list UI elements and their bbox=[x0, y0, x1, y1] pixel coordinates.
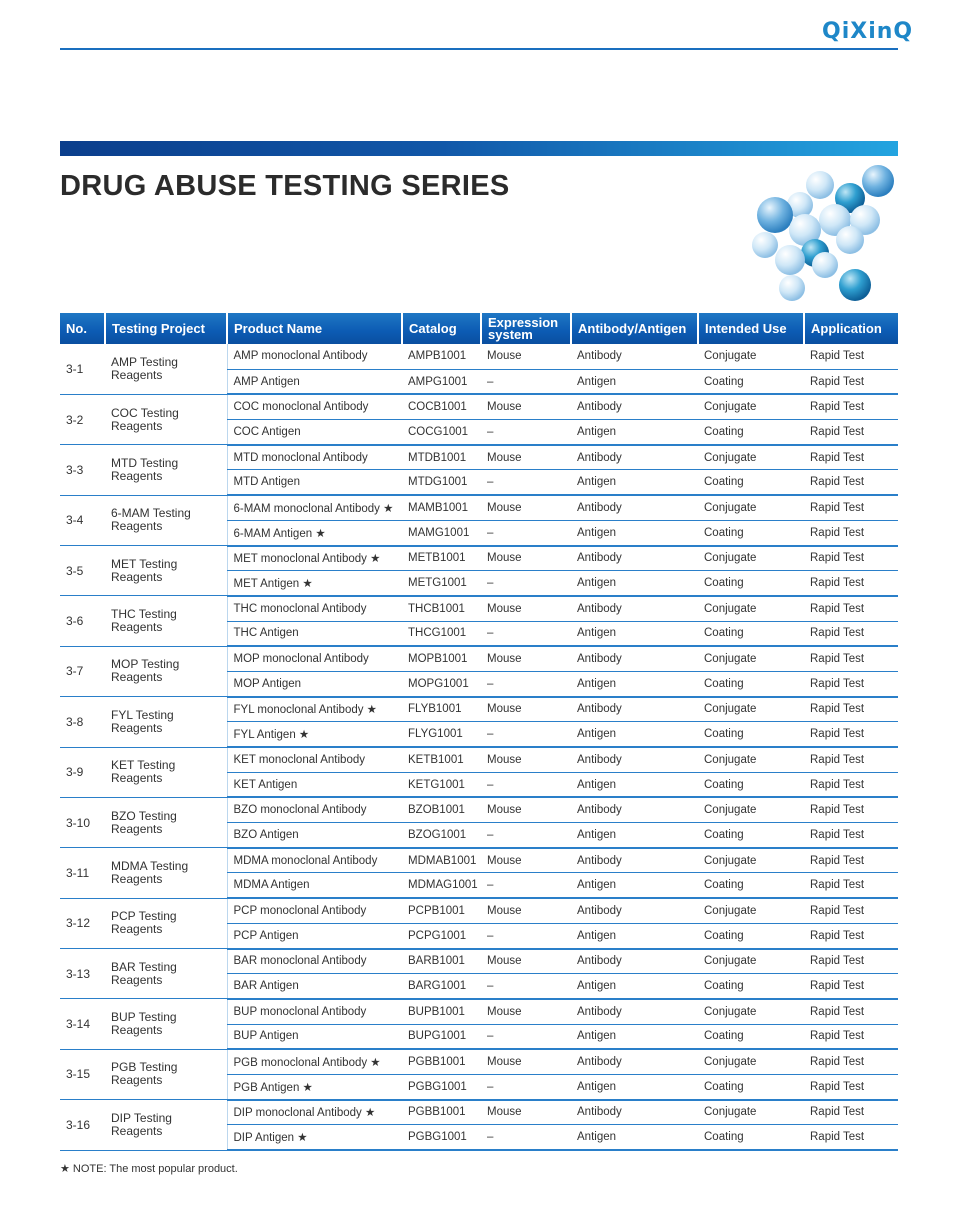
expression-cell: – bbox=[481, 1125, 571, 1150]
application-cell: Rapid Test bbox=[804, 949, 898, 974]
testing-project-cell: BAR Testing Reagents bbox=[105, 949, 227, 999]
intended-use-cell: Conjugate bbox=[698, 949, 804, 974]
application-cell: Rapid Test bbox=[804, 898, 898, 923]
catalog-cell: MAMB1001 bbox=[402, 495, 481, 520]
application-cell: Rapid Test bbox=[804, 873, 898, 898]
intended-use-cell: Coating bbox=[698, 1024, 804, 1049]
expression-cell: Mouse bbox=[481, 646, 571, 671]
antibody-antigen-cell: Antibody bbox=[571, 495, 698, 520]
product-name-cell: MET Antigen ★ bbox=[227, 571, 402, 596]
expression-cell: – bbox=[481, 722, 571, 747]
catalog-cell: MOPG1001 bbox=[402, 671, 481, 696]
expression-cell: Mouse bbox=[481, 546, 571, 571]
catalog-cell: MDMAG1001 bbox=[402, 873, 481, 898]
antibody-antigen-cell: Antigen bbox=[571, 571, 698, 596]
application-cell: Rapid Test bbox=[804, 1024, 898, 1049]
row-number-cell: 3-10 bbox=[60, 797, 105, 847]
testing-project-cell: MDMA Testing Reagents bbox=[105, 848, 227, 898]
catalog-cell: PGBB1001 bbox=[402, 1049, 481, 1074]
intended-use-cell: Coating bbox=[698, 974, 804, 999]
application-cell: Rapid Test bbox=[804, 445, 898, 470]
row-number-cell: 3-13 bbox=[60, 949, 105, 999]
catalog-cell: PGBG1001 bbox=[402, 1125, 481, 1150]
expression-cell: Mouse bbox=[481, 445, 571, 470]
expression-cell: – bbox=[481, 470, 571, 495]
header-rule bbox=[60, 48, 898, 50]
intended-use-cell: Coating bbox=[698, 420, 804, 445]
row-number-cell: 3-2 bbox=[60, 394, 105, 444]
header-catalog: Catalog bbox=[402, 313, 481, 344]
antibody-antigen-cell: Antigen bbox=[571, 420, 698, 445]
product-name-cell: THC monoclonal Antibody bbox=[227, 596, 402, 621]
expression-cell: – bbox=[481, 571, 571, 596]
application-cell: Rapid Test bbox=[804, 646, 898, 671]
product-name-cell: 6-MAM monoclonal Antibody ★ bbox=[227, 495, 402, 520]
expression-cell: – bbox=[481, 823, 571, 848]
catalog-cell: PGBG1001 bbox=[402, 1074, 481, 1099]
intended-use-cell: Coating bbox=[698, 1074, 804, 1099]
application-cell: Rapid Test bbox=[804, 470, 898, 495]
table-row bbox=[60, 797, 898, 822]
header-antibody-antigen: Antibody/Antigen bbox=[571, 313, 698, 344]
intended-use-cell: Conjugate bbox=[698, 344, 804, 369]
catalog-cell: MDMAB1001 bbox=[402, 848, 481, 873]
intended-use-cell: Conjugate bbox=[698, 1049, 804, 1074]
catalog-cell: AMPB1001 bbox=[402, 344, 481, 369]
expression-cell: – bbox=[481, 671, 571, 696]
application-cell: Rapid Test bbox=[804, 772, 898, 797]
intended-use-cell: Coating bbox=[698, 722, 804, 747]
expression-cell: Mouse bbox=[481, 797, 571, 822]
table-row bbox=[60, 1100, 898, 1125]
application-cell: Rapid Test bbox=[804, 722, 898, 747]
expression-cell: Mouse bbox=[481, 394, 571, 419]
application-cell: Rapid Test bbox=[804, 923, 898, 948]
expression-cell: Mouse bbox=[481, 596, 571, 621]
product-name-cell: MTD monoclonal Antibody bbox=[227, 445, 402, 470]
product-name-cell: BUP Antigen bbox=[227, 1024, 402, 1049]
table-row bbox=[60, 596, 898, 621]
catalog-cell: FLYG1001 bbox=[402, 722, 481, 747]
antibody-antigen-cell: Antibody bbox=[571, 394, 698, 419]
catalog-cell: MAMG1001 bbox=[402, 520, 481, 545]
catalog-cell: KETG1001 bbox=[402, 772, 481, 797]
row-number-cell: 3-1 bbox=[60, 344, 105, 394]
product-name-cell: DIP Antigen ★ bbox=[227, 1125, 402, 1150]
table-row bbox=[60, 344, 898, 369]
product-name-cell: BAR Antigen bbox=[227, 974, 402, 999]
application-cell: Rapid Test bbox=[804, 1125, 898, 1150]
page-title: DRUG ABUSE TESTING SERIES bbox=[60, 170, 510, 202]
expression-cell: Mouse bbox=[481, 999, 571, 1024]
testing-project-cell: MOP Testing Reagents bbox=[105, 646, 227, 696]
header-testing-project: Testing Project bbox=[105, 313, 227, 344]
antibody-antigen-cell: Antibody bbox=[571, 697, 698, 722]
application-cell: Rapid Test bbox=[804, 848, 898, 873]
intended-use-cell: Conjugate bbox=[698, 445, 804, 470]
footnote: ★ NOTE: The most popular product. bbox=[60, 1163, 238, 1175]
table-row bbox=[60, 999, 898, 1024]
expression-cell: Mouse bbox=[481, 949, 571, 974]
table-row bbox=[60, 445, 898, 470]
catalog-cell: METB1001 bbox=[402, 546, 481, 571]
table-row bbox=[60, 646, 898, 671]
antibody-antigen-cell: Antigen bbox=[571, 923, 698, 948]
product-name-cell: THC Antigen bbox=[227, 621, 402, 646]
antibody-antigen-cell: Antigen bbox=[571, 772, 698, 797]
antibody-antigen-cell: Antibody bbox=[571, 797, 698, 822]
product-name-cell: DIP monoclonal Antibody ★ bbox=[227, 1100, 402, 1125]
expression-cell: Mouse bbox=[481, 1049, 571, 1074]
product-name-cell: BZO monoclonal Antibody bbox=[227, 797, 402, 822]
row-number-cell: 3-12 bbox=[60, 898, 105, 948]
intended-use-cell: Conjugate bbox=[698, 747, 804, 772]
antibody-antigen-cell: Antibody bbox=[571, 999, 698, 1024]
expression-cell: Mouse bbox=[481, 344, 571, 369]
application-cell: Rapid Test bbox=[804, 495, 898, 520]
product-name-cell: BZO Antigen bbox=[227, 823, 402, 848]
product-name-cell: MOP monoclonal Antibody bbox=[227, 646, 402, 671]
expression-cell: – bbox=[481, 420, 571, 445]
product-name-cell: PCP Antigen bbox=[227, 923, 402, 948]
catalog-cell: THCG1001 bbox=[402, 621, 481, 646]
row-number-cell: 3-11 bbox=[60, 848, 105, 898]
product-name-cell: KET monoclonal Antibody bbox=[227, 747, 402, 772]
antibody-antigen-cell: Antigen bbox=[571, 671, 698, 696]
testing-project-cell: PGB Testing Reagents bbox=[105, 1049, 227, 1099]
catalog-cell: PGBB1001 bbox=[402, 1100, 481, 1125]
intended-use-cell: Coating bbox=[698, 823, 804, 848]
product-name-cell: FYL Antigen ★ bbox=[227, 722, 402, 747]
catalog-cell: MTDB1001 bbox=[402, 445, 481, 470]
antibody-antigen-cell: Antibody bbox=[571, 596, 698, 621]
expression-cell: – bbox=[481, 772, 571, 797]
table-row bbox=[60, 495, 898, 520]
application-cell: Rapid Test bbox=[804, 1100, 898, 1125]
testing-project-cell: AMP Testing Reagents bbox=[105, 344, 227, 394]
table-row bbox=[60, 949, 898, 974]
product-name-cell: AMP monoclonal Antibody bbox=[227, 344, 402, 369]
intended-use-cell: Coating bbox=[698, 923, 804, 948]
table-row bbox=[60, 898, 898, 923]
product-name-cell: BUP monoclonal Antibody bbox=[227, 999, 402, 1024]
header-expression-system: Expression system bbox=[481, 313, 571, 344]
expression-cell: Mouse bbox=[481, 747, 571, 772]
intended-use-cell: Coating bbox=[698, 470, 804, 495]
application-cell: Rapid Test bbox=[804, 520, 898, 545]
intended-use-cell: Conjugate bbox=[698, 394, 804, 419]
expression-cell: – bbox=[481, 1024, 571, 1049]
intended-use-cell: Conjugate bbox=[698, 999, 804, 1024]
antibody-antigen-cell: Antibody bbox=[571, 1100, 698, 1125]
table-row bbox=[60, 697, 898, 722]
application-cell: Rapid Test bbox=[804, 697, 898, 722]
application-cell: Rapid Test bbox=[804, 420, 898, 445]
row-number-cell: 3-9 bbox=[60, 747, 105, 797]
header-intended-use: Intended Use bbox=[698, 313, 804, 344]
testing-project-cell: BUP Testing Reagents bbox=[105, 999, 227, 1049]
expression-cell: Mouse bbox=[481, 898, 571, 923]
row-number-cell: 3-5 bbox=[60, 546, 105, 596]
catalog-cell: AMPG1001 bbox=[402, 369, 481, 394]
expression-cell: – bbox=[481, 974, 571, 999]
intended-use-cell: Coating bbox=[698, 520, 804, 545]
testing-project-cell: MTD Testing Reagents bbox=[105, 445, 227, 495]
header-no: No. bbox=[60, 313, 105, 344]
testing-project-cell: PCP Testing Reagents bbox=[105, 898, 227, 948]
product-name-cell: PCP monoclonal Antibody bbox=[227, 898, 402, 923]
antibody-antigen-cell: Antibody bbox=[571, 848, 698, 873]
expression-cell: Mouse bbox=[481, 848, 571, 873]
intended-use-cell: Coating bbox=[698, 621, 804, 646]
product-name-cell: BAR monoclonal Antibody bbox=[227, 949, 402, 974]
antibody-antigen-cell: Antigen bbox=[571, 1125, 698, 1150]
antibody-antigen-cell: Antigen bbox=[571, 621, 698, 646]
testing-project-cell: DIP Testing Reagents bbox=[105, 1100, 227, 1150]
header-product-name: Product Name bbox=[227, 313, 402, 344]
catalog-cell: FLYB1001 bbox=[402, 697, 481, 722]
antibody-antigen-cell: Antibody bbox=[571, 898, 698, 923]
catalog-cell: PCPG1001 bbox=[402, 923, 481, 948]
row-number-cell: 3-15 bbox=[60, 1049, 105, 1099]
expression-cell: – bbox=[481, 520, 571, 545]
product-table bbox=[60, 313, 898, 1151]
testing-project-cell: BZO Testing Reagents bbox=[105, 797, 227, 847]
application-cell: Rapid Test bbox=[804, 344, 898, 369]
antibody-antigen-cell: Antibody bbox=[571, 546, 698, 571]
antibody-antigen-cell: Antigen bbox=[571, 873, 698, 898]
testing-project-cell: 6-MAM Testing Reagents bbox=[105, 495, 227, 545]
antibody-antigen-cell: Antigen bbox=[571, 470, 698, 495]
intended-use-cell: Coating bbox=[698, 772, 804, 797]
application-cell: Rapid Test bbox=[804, 747, 898, 772]
catalog-cell: BUPG1001 bbox=[402, 1024, 481, 1049]
intended-use-cell: Conjugate bbox=[698, 898, 804, 923]
application-cell: Rapid Test bbox=[804, 369, 898, 394]
intended-use-cell: Conjugate bbox=[698, 646, 804, 671]
product-name-cell: PGB monoclonal Antibody ★ bbox=[227, 1049, 402, 1074]
testing-project-cell: FYL Testing Reagents bbox=[105, 697, 227, 747]
expression-cell: – bbox=[481, 1074, 571, 1099]
catalog-cell: COCB1001 bbox=[402, 394, 481, 419]
catalog-cell: BUPB1001 bbox=[402, 999, 481, 1024]
intended-use-cell: Coating bbox=[698, 1125, 804, 1150]
table-body bbox=[60, 344, 898, 1150]
intended-use-cell: Coating bbox=[698, 571, 804, 596]
antibody-antigen-cell: Antibody bbox=[571, 747, 698, 772]
application-cell: Rapid Test bbox=[804, 974, 898, 999]
antibody-antigen-cell: Antigen bbox=[571, 369, 698, 394]
product-name-cell: FYL monoclonal Antibody ★ bbox=[227, 697, 402, 722]
expression-cell: – bbox=[481, 621, 571, 646]
row-number-cell: 3-3 bbox=[60, 445, 105, 495]
catalog-cell: COCG1001 bbox=[402, 420, 481, 445]
application-cell: Rapid Test bbox=[804, 671, 898, 696]
product-name-cell: MDMA monoclonal Antibody bbox=[227, 848, 402, 873]
table-row bbox=[60, 1049, 898, 1074]
testing-project-cell: MET Testing Reagents bbox=[105, 546, 227, 596]
intended-use-cell: Conjugate bbox=[698, 848, 804, 873]
testing-project-cell: KET Testing Reagents bbox=[105, 747, 227, 797]
row-number-cell: 3-6 bbox=[60, 596, 105, 646]
row-number-cell: 3-8 bbox=[60, 697, 105, 747]
catalog-cell: METG1001 bbox=[402, 571, 481, 596]
application-cell: Rapid Test bbox=[804, 999, 898, 1024]
catalog-cell: BARG1001 bbox=[402, 974, 481, 999]
catalog-cell: MOPB1001 bbox=[402, 646, 481, 671]
title-band bbox=[60, 141, 898, 156]
testing-project-cell: THC Testing Reagents bbox=[105, 596, 227, 646]
antibody-antigen-cell: Antibody bbox=[571, 1049, 698, 1074]
table-header-row bbox=[60, 313, 898, 344]
antibody-antigen-cell: Antigen bbox=[571, 1024, 698, 1049]
intended-use-cell: Conjugate bbox=[698, 1100, 804, 1125]
table-row bbox=[60, 546, 898, 571]
catalog-cell: MTDG1001 bbox=[402, 470, 481, 495]
catalog-cell: THCB1001 bbox=[402, 596, 481, 621]
catalog-cell: BARB1001 bbox=[402, 949, 481, 974]
catalog-cell: KETB1001 bbox=[402, 747, 481, 772]
table-row bbox=[60, 848, 898, 873]
expression-cell: Mouse bbox=[481, 697, 571, 722]
qixing-logo bbox=[822, 18, 914, 46]
product-name-cell: KET Antigen bbox=[227, 772, 402, 797]
spheres-illustration bbox=[740, 160, 900, 305]
intended-use-cell: Conjugate bbox=[698, 596, 804, 621]
expression-cell: Mouse bbox=[481, 495, 571, 520]
product-name-cell: MET monoclonal Antibody ★ bbox=[227, 546, 402, 571]
product-name-cell: 6-MAM Antigen ★ bbox=[227, 520, 402, 545]
row-number-cell: 3-7 bbox=[60, 646, 105, 696]
intended-use-cell: Conjugate bbox=[698, 495, 804, 520]
product-name-cell: MOP Antigen bbox=[227, 671, 402, 696]
row-number-cell: 3-16 bbox=[60, 1100, 105, 1150]
header-application: Application bbox=[804, 313, 898, 344]
application-cell: Rapid Test bbox=[804, 546, 898, 571]
row-number-cell: 3-14 bbox=[60, 999, 105, 1049]
antibody-antigen-cell: Antibody bbox=[571, 445, 698, 470]
intended-use-cell: Coating bbox=[698, 369, 804, 394]
product-name-cell: PGB Antigen ★ bbox=[227, 1074, 402, 1099]
expression-cell: – bbox=[481, 873, 571, 898]
application-cell: Rapid Test bbox=[804, 1074, 898, 1099]
antibody-antigen-cell: Antigen bbox=[571, 1074, 698, 1099]
product-name-cell: AMP Antigen bbox=[227, 369, 402, 394]
application-cell: Rapid Test bbox=[804, 1049, 898, 1074]
application-cell: Rapid Test bbox=[804, 571, 898, 596]
intended-use-cell: Coating bbox=[698, 873, 804, 898]
logo-text: QiXinQ bbox=[822, 19, 914, 44]
product-name-cell: MTD Antigen bbox=[227, 470, 402, 495]
antibody-antigen-cell: Antigen bbox=[571, 722, 698, 747]
row-number-cell: 3-4 bbox=[60, 495, 105, 545]
product-name-cell: COC Antigen bbox=[227, 420, 402, 445]
antibody-antigen-cell: Antibody bbox=[571, 949, 698, 974]
antibody-antigen-cell: Antigen bbox=[571, 974, 698, 999]
table-row bbox=[60, 394, 898, 419]
expression-cell: – bbox=[481, 369, 571, 394]
intended-use-cell: Coating bbox=[698, 671, 804, 696]
intended-use-cell: Conjugate bbox=[698, 797, 804, 822]
product-name-cell: COC monoclonal Antibody bbox=[227, 394, 402, 419]
product-name-cell: MDMA Antigen bbox=[227, 873, 402, 898]
antibody-antigen-cell: Antigen bbox=[571, 823, 698, 848]
expression-cell: – bbox=[481, 923, 571, 948]
catalog-cell: BZOG1001 bbox=[402, 823, 481, 848]
antibody-antigen-cell: Antigen bbox=[571, 520, 698, 545]
application-cell: Rapid Test bbox=[804, 596, 898, 621]
application-cell: Rapid Test bbox=[804, 621, 898, 646]
catalog-cell: BZOB1001 bbox=[402, 797, 481, 822]
application-cell: Rapid Test bbox=[804, 823, 898, 848]
catalog-cell: PCPB1001 bbox=[402, 898, 481, 923]
testing-project-cell: COC Testing Reagents bbox=[105, 394, 227, 444]
application-cell: Rapid Test bbox=[804, 394, 898, 419]
intended-use-cell: Conjugate bbox=[698, 697, 804, 722]
intended-use-cell: Conjugate bbox=[698, 546, 804, 571]
antibody-antigen-cell: Antibody bbox=[571, 344, 698, 369]
antibody-antigen-cell: Antibody bbox=[571, 646, 698, 671]
application-cell: Rapid Test bbox=[804, 797, 898, 822]
sphere-cluster bbox=[752, 165, 894, 301]
expression-cell: Mouse bbox=[481, 1100, 571, 1125]
table-row bbox=[60, 747, 898, 772]
